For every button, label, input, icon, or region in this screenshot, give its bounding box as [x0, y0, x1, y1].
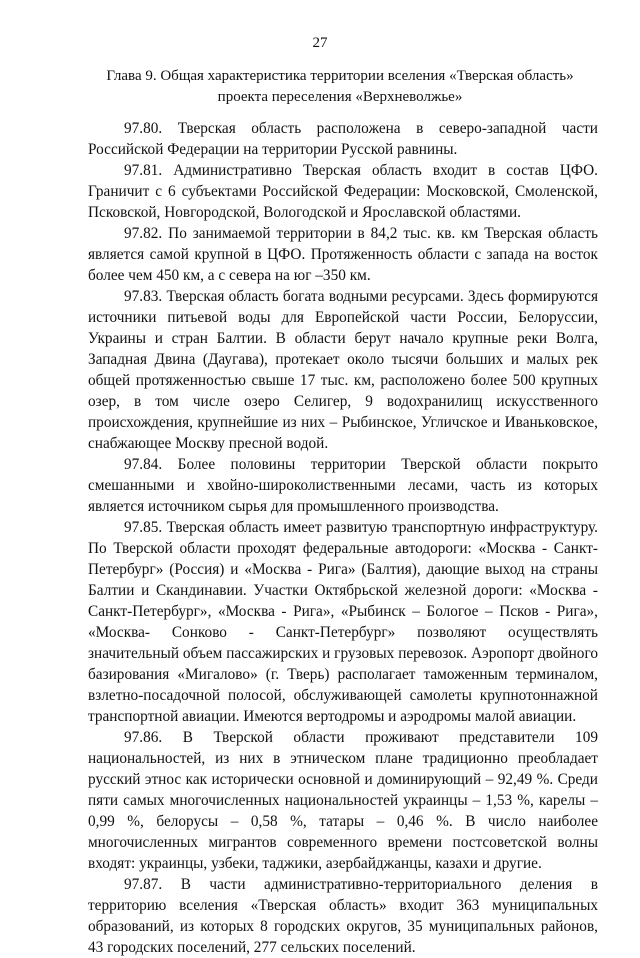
paragraph-97-83: 97.83. Тверская область богата водными ресурсами. Здесь формируются источники питьевой воды для Европейской части России, Белоруссии, Украины и стран Балтии. В области берут начало крупные реки Волга, Западная Двина (Даугава), протекает около тысячи больших и малых рек общей протяженностью свыше 17 тыс. км, расположено более 500 крупных озер, в том числе озеро Селигер, 9 водохранилищ искусственного происхождения, крупнейшие из них – Рыбинское, Угличское и Иваньковское, снабжающее Москву пресной водой. [88, 288, 598, 452]
document-body [88, 118, 598, 958]
paragraph-97-85: 97.85. Тверская область имеет развитую транспортную инфраструктуру. По Тверской области проходят федеральные автодороги: «Москва - Санкт-Петербург» (Россия) и «Москва - Рига» (Балтия), дающие выход на страны Балтии и Скандинавии. Участки Октябрьской железной дороги: «Москва - Санкт-Петербург», «Москва - Рига», «Рыбинск – Бологое – Псков - Рига», «Москва- Сонково - Санкт-Петербург» позволяют осуществлять значительный объем пассажирских и грузовых перевозок. Аэропорт двойного базирования «Мигалово» (г. Тверь) располагает таможенным терминалом, взлетно-посадочной полосой, обслуживающей самолеты крупнотоннажной транспортной авиации. Имеются вертодромы и аэродромы малой авиации. [88, 519, 598, 725]
paragraph-97-84: 97.84. Более половины территории Тверской области покрыто смешанными и хвойно-широколиственными лесами, часть из которых является источником сырья для промышленного производства. [88, 456, 598, 515]
chapter-title: Глава 9. Общая характеристика территории вселения «Тверская область» проекта переселения «Верхневолжье» [106, 68, 574, 105]
paragraph-97-81: 97.81. Административно Тверская область входит в состав ЦФО. Граничит с 6 субъектами Российской Федерации: Московской, Смоленской, Псковской, Новгородской, Вологодской и Ярославской областями. [88, 162, 598, 221]
page-number: 27 [312, 35, 328, 51]
paragraph-97-86: 97.86. В Тверской области проживают представители 109 национальностей, из них в этническом плане традиционно преобладает русский этнос как исторически основной и доминирующий – 92,49 %. Среди пяти самых многочисленных национальностей украинцы – 1,53 %, карелы – 0,99 %, белорусы – 0,58 %, татары – 0,46 %. В число наиболее многочисленных мигрантов современного времени постсоветской волны входят: украинцы, узбеки, таджики, азербайджанцы, казахи и другие. [88, 729, 598, 872]
paragraph-97-80: 97.80. Тверская область расположена в северо-западной части Российской Федерации на территории Русской равнины. [88, 120, 598, 158]
paragraph-97-82: 97.82. По занимаемой территории в 84,2 тыс. кв. км Тверская область является самой крупной в ЦФО. Протяженность области с запада на восток более чем 450 км, а с севера на юг –350 км. [88, 225, 598, 284]
paragraph-97-87: 97.87. В части административно-территориального деления в территорию вселения «Тверская область» входит 363 муниципальных образований, из которых 8 городских округов, 35 муниципальных районов, 43 городских поселений, 277 сельских поселений. [88, 876, 598, 956]
